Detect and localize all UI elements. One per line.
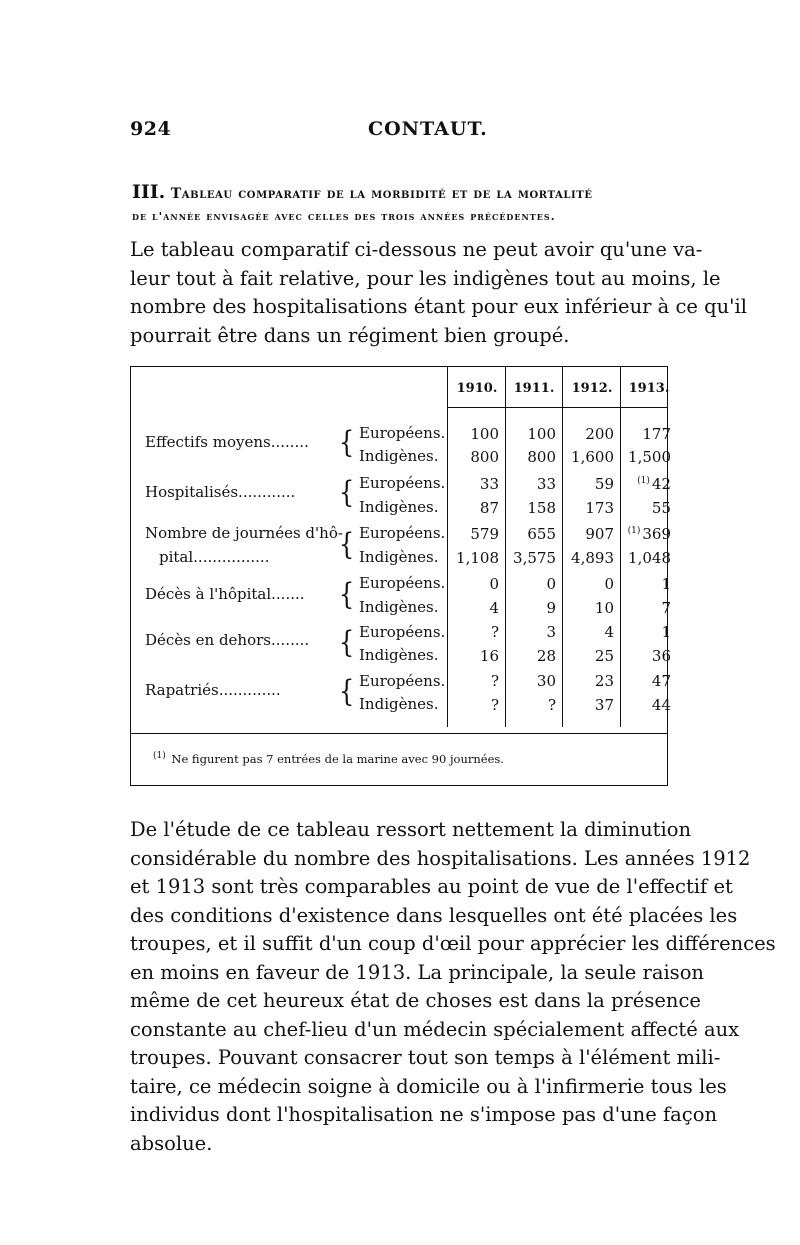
section-title-line1: Tableau comparatif de la morbidité et de la mortalité — [170, 186, 593, 202]
table-cell — [617, 475, 671, 493]
table-cell: 4 — [604, 623, 614, 641]
table-cell: 100 — [527, 425, 556, 443]
table-cell: 1 — [661, 575, 671, 593]
paragraph-line: Le tableau comparatif ci-dessous ne peut avoir qu'une va- — [130, 238, 703, 261]
paragraph-line: et 1913 sont très comparables au point de vue de l'effectif et — [130, 875, 733, 898]
paragraph-line: troupes. Pouvant consacrer tout son temps à l'élément mili- — [130, 1046, 721, 1069]
section-heading — [132, 180, 680, 228]
table-cell: 800 — [527, 448, 556, 466]
row-sublabel: Indigènes. — [359, 646, 439, 664]
page-number: 924 — [130, 118, 172, 140]
table-cell: 655 — [527, 525, 556, 543]
row-sublabel: Indigènes. — [359, 447, 439, 465]
row-sublabel: Indigènes. — [359, 498, 439, 516]
table-cell: 44 — [651, 696, 671, 714]
paragraph-line: considérable du nombre des hospitalisations. Les années 1912 — [130, 846, 751, 870]
row-sublabel: Indigènes. — [359, 598, 439, 616]
row-sublabel: Européens. — [359, 424, 446, 442]
table-cell: ? — [547, 696, 556, 714]
year-header: 1910. — [456, 381, 498, 396]
brace: { — [339, 526, 355, 562]
table-cell: 100 — [470, 425, 499, 443]
table-cell: 87 — [479, 499, 499, 517]
row-label: Hospitalisés............ — [145, 483, 296, 501]
table-cell: ? — [490, 696, 499, 714]
table-cell: 173 — [585, 499, 614, 517]
table-cell: 4,893 — [571, 549, 614, 567]
body-paragraph — [130, 816, 776, 1158]
table-cell: 907 — [585, 525, 614, 543]
brace: { — [339, 673, 355, 709]
paragraph-line: en moins en faveur de 1913. La principale, la seule raison — [130, 960, 704, 984]
table-cell: 4 — [489, 599, 499, 617]
table-cell: 158 — [527, 499, 556, 517]
table-cell: 1 — [661, 623, 671, 641]
table-bottom-rule — [131, 733, 667, 734]
brace: { — [339, 624, 355, 660]
header-rule — [447, 407, 667, 408]
row-sublabel: Européens. — [359, 524, 446, 542]
paragraph-line: constante au chef-lieu d'un médecin spécialement affecté aux — [130, 1017, 740, 1041]
row-label: Rapatriés............. — [145, 681, 281, 699]
comparative-table — [130, 366, 671, 786]
table-cell: 3 — [546, 623, 556, 641]
footnote-mark: (1) — [627, 526, 641, 536]
table-cell: 23 — [594, 672, 614, 690]
row-sublabel: Indigènes. — [359, 695, 439, 713]
table-cell: 36 — [651, 647, 671, 665]
row-label: Décès à l'hôpital....... — [145, 585, 305, 603]
table-cell: 1,048 — [628, 549, 671, 567]
table-cell: ? — [490, 672, 499, 690]
row-label: pital................ — [159, 548, 270, 566]
table-cell: 579 — [470, 525, 499, 543]
paragraph-line: taire, ce médecin soigne à domicile ou à l'infirmerie tous les — [130, 1074, 727, 1098]
paragraph-line: troupes, et il suffit d'un coup d'œil pour apprécier les différences — [130, 932, 776, 955]
table-cell-value: 369 — [642, 525, 671, 543]
table-cell: 0 — [604, 575, 614, 593]
table-cell: ? — [490, 623, 499, 641]
table-cell: 25 — [594, 647, 614, 665]
section-numeral: III. — [132, 181, 166, 203]
table-cell: 7 — [661, 599, 671, 617]
table-cell: 28 — [536, 647, 556, 665]
row-label: Décès en dehors........ — [145, 631, 310, 649]
table-cell: 177 — [642, 425, 671, 443]
footnote-text: Ne figurent pas 7 entrées de la marine avec 90 journées. — [171, 751, 504, 766]
paragraph-line: nombre des hospitalisations étant pour eux inférieur à ce qu'il — [130, 295, 748, 318]
brace: { — [339, 576, 355, 612]
table-cell: 10 — [594, 599, 614, 617]
table-cell-value: 42 — [651, 475, 671, 493]
footnote-mark: (1) — [637, 476, 650, 486]
year-header: 1912. — [571, 381, 613, 396]
row-label: Effectifs moyens........ — [145, 433, 309, 451]
table-cell: 9 — [546, 599, 556, 617]
table-cell — [617, 525, 671, 543]
table-cell: 30 — [536, 672, 556, 690]
running-title: CONTAUT. — [368, 118, 488, 140]
table-cell: 47 — [651, 672, 671, 690]
brace: { — [339, 474, 355, 510]
year-header: 1911. — [513, 381, 555, 396]
table-cell: 33 — [479, 475, 499, 493]
table-cell: 1,600 — [571, 448, 614, 466]
paragraph-line: individus dont l'hospitalisation ne s'impose pas d'une façon — [130, 1103, 718, 1126]
row-sublabel: Européens. — [359, 574, 446, 592]
paragraph-line: absolue. — [130, 1131, 213, 1155]
row-sublabel: Européens. — [359, 672, 446, 690]
row-sublabel: Européens. — [359, 474, 446, 492]
table-cell: 800 — [470, 448, 499, 466]
row-sublabel: Européens. — [359, 623, 446, 641]
paragraph-line: leur tout à fait relative, pour les indigènes tout au moins, le — [130, 266, 721, 290]
row-sublabel: Indigènes. — [359, 548, 439, 566]
paragraph-line: même de cet heureux état de choses est dans la présence — [130, 989, 701, 1012]
table-cell: 59 — [594, 475, 614, 493]
table-cell: 33 — [536, 475, 556, 493]
table-cell: 1,500 — [628, 448, 671, 466]
paragraph-line: De l'étude de ce tableau ressort nettement la diminution — [130, 818, 692, 841]
table-cell: 3,575 — [513, 549, 556, 567]
table-cell: 1,108 — [456, 549, 499, 567]
brace: { — [339, 424, 355, 460]
paragraph-line: pourrait être dans un régiment bien groupé. — [130, 323, 570, 347]
footnote-mark: (1) — [153, 751, 166, 761]
intro-paragraph — [130, 236, 748, 350]
table-cell: 0 — [489, 575, 499, 593]
table-cell: 55 — [651, 499, 671, 517]
table-cell: 37 — [594, 696, 614, 714]
table-cell: 16 — [479, 647, 499, 665]
table-cell: 200 — [585, 425, 614, 443]
section-title-line2: de l'année envisagée avec celles des trois années précédentes. — [132, 209, 556, 223]
paragraph-line: des conditions d'existence dans lesquelles ont été placées les — [130, 903, 738, 927]
table-cell: 0 — [546, 575, 556, 593]
row-label: Nombre de journées d'hô- — [145, 524, 343, 542]
table-footnote — [153, 751, 504, 766]
year-header: 1913. — [628, 381, 670, 396]
